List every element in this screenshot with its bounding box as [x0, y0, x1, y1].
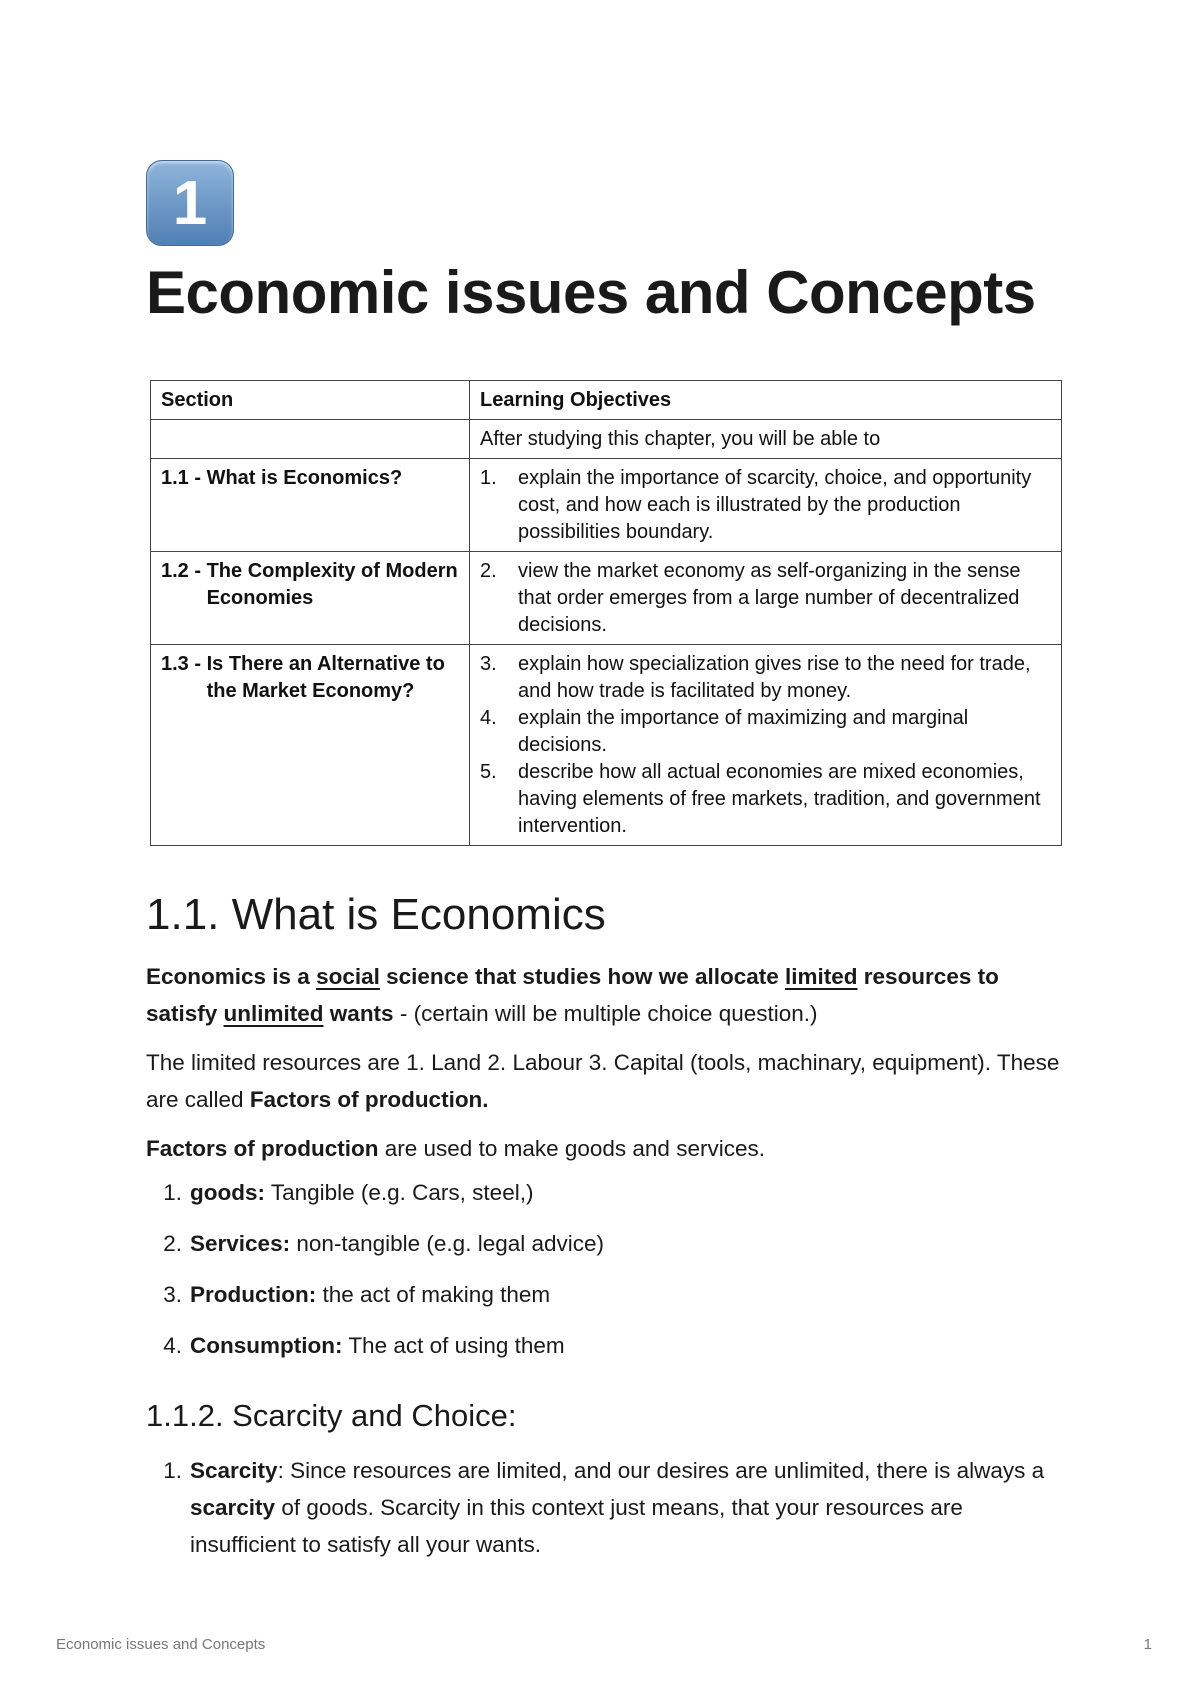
objective-number: 2.	[480, 560, 497, 582]
definition-note: - (certain will be multiple choice question.)	[393, 1001, 818, 1026]
learning-objectives-table	[150, 380, 1062, 846]
section-number: 1.1 -	[161, 467, 207, 489]
objective-text: explain how specialization gives rise to the need for trade, and how trade is facilitated by money.	[518, 653, 1031, 702]
list-desc: the act of making them	[316, 1282, 551, 1307]
objectives-cell	[470, 552, 1062, 645]
objective-number: 5.	[480, 761, 497, 783]
list-item	[146, 1231, 604, 1282]
objectives-cell	[470, 645, 1062, 846]
list-bold-word: scarcity	[190, 1495, 276, 1520]
objective-item	[480, 759, 1051, 840]
objective-text: describe how all actual economies are mixed economies, having elements of free markets, tradition, and government intervention.	[518, 761, 1041, 837]
list-term: Scarcity	[190, 1458, 278, 1483]
list-desc: : Since resources are limited, and our desires are unlimited, there is always a	[277, 1458, 1045, 1483]
definition-text: science that studies how we allocate	[379, 964, 786, 989]
table-header-objectives: Learning Objectives	[470, 381, 1062, 420]
section-cell	[151, 645, 470, 846]
list-number: 2.	[163, 1231, 182, 1256]
list-item	[146, 1452, 1066, 1563]
factors-intro	[146, 1130, 1066, 1167]
resources-bold: Factors of production.	[249, 1087, 489, 1112]
table-row	[151, 459, 1062, 552]
definition-paragraph	[146, 958, 1066, 1032]
objective-text: view the market economy as self-organizing in the sense that order emerges from a large number of decentralized decisions.	[518, 560, 1021, 636]
footer-page-number: 1	[1143, 1636, 1152, 1653]
section-cell	[151, 459, 470, 552]
table-header-section: Section	[151, 381, 470, 420]
section-number: 1.2 -	[161, 560, 207, 582]
list-term: Consumption:	[190, 1333, 343, 1358]
objectives-cell	[470, 459, 1062, 552]
definition-text: Economics is a	[146, 964, 317, 989]
section-name: Is There an Alternative to the Market Economy?	[206, 653, 445, 702]
list-desc: Tangible (e.g. Cars, steel,)	[264, 1180, 534, 1205]
keycap-one-icon	[146, 160, 234, 246]
objective-text: explain the importance of maximizing and marginal decisions.	[518, 707, 969, 756]
list-term: goods:	[190, 1180, 265, 1205]
underlined-term: social	[316, 964, 380, 989]
table-row	[151, 420, 1062, 459]
section-name: The Complexity of Modern Economies	[206, 560, 458, 609]
list-desc: of goods. Scarcity in this context just means, that your resources are insufficient to satisfy all your wants.	[190, 1495, 963, 1557]
table-row	[151, 552, 1062, 645]
underlined-term: limited	[785, 964, 858, 989]
table-cell-empty	[151, 420, 470, 459]
keycap-digit: 1	[172, 168, 208, 238]
objective-number: 3.	[480, 653, 497, 675]
definition-text: resources to satisfy	[146, 964, 999, 1026]
resources-text: The limited resources are 1. Land 2. Labour 3. Capital (tools, machinary, equipment). These are called	[146, 1050, 1060, 1112]
subsection-heading: 1.1.2. Scarcity and Choice:	[146, 1398, 517, 1433]
list-item	[146, 1180, 604, 1231]
objective-number: 1.	[480, 467, 497, 489]
list-number: 4.	[163, 1333, 182, 1358]
factors-list	[146, 1180, 604, 1384]
list-item	[146, 1333, 604, 1384]
objective-text: explain the importance of scarcity, choice, and opportunity cost, and how each is illustrated by the production possibilities boundary.	[518, 467, 1032, 543]
list-term: Services:	[190, 1231, 291, 1256]
objective-item	[480, 465, 1051, 546]
list-term: Production:	[190, 1282, 317, 1307]
list-number: 3.	[163, 1282, 182, 1307]
objective-item	[480, 558, 1051, 639]
list-item	[146, 1282, 604, 1333]
footer-title: Economic issues and Concepts	[56, 1636, 266, 1653]
page-title: Economic issues and Concepts	[146, 259, 1036, 326]
underlined-term: unlimited	[223, 1001, 324, 1026]
list-number: 1.	[163, 1458, 182, 1483]
list-item-body	[190, 1452, 1066, 1563]
list-desc: The act of using them	[342, 1333, 565, 1358]
factors-intro-bold: Factors of production	[146, 1136, 379, 1161]
section-number: 1.3 -	[161, 653, 207, 675]
factors-intro-text: are used to make goods and services.	[378, 1136, 765, 1161]
table-header-row	[151, 381, 1062, 420]
list-number: 1.	[163, 1180, 182, 1205]
table-row	[151, 645, 1062, 846]
section-cell	[151, 552, 470, 645]
scarcity-list	[146, 1452, 1066, 1563]
table-intro-text: After studying this chapter, you will be able to	[470, 420, 1062, 459]
objective-item	[480, 705, 1051, 759]
resources-paragraph	[146, 1044, 1066, 1118]
definition-text: wants	[323, 1001, 394, 1026]
objective-number: 4.	[480, 707, 497, 729]
list-desc: non-tangible (e.g. legal advice)	[290, 1231, 605, 1256]
objective-item	[480, 651, 1051, 705]
section-name: What is Economics?	[206, 467, 403, 489]
section-heading: 1.1. What is Economics	[146, 890, 606, 939]
